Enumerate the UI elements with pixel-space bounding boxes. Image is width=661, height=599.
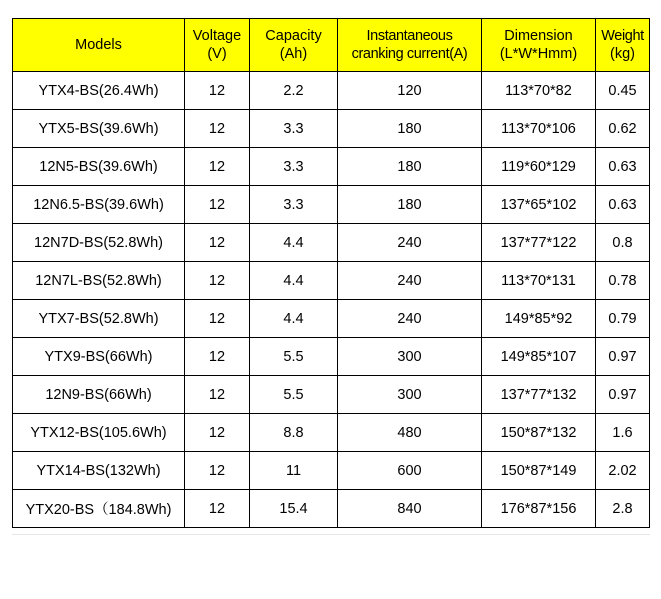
weight-cell: 0.97 <box>596 376 650 414</box>
capacity-cell: 3.3 <box>250 148 338 186</box>
dimension-cell: 149*85*107 <box>482 338 596 376</box>
dimension-cell: 137*77*122 <box>482 224 596 262</box>
cranking-current-cell: 240 <box>338 224 482 262</box>
voltage-cell: 12 <box>185 490 250 528</box>
table-row <box>13 490 650 528</box>
cranking-current-cell: 480 <box>338 414 482 452</box>
capacity-cell: 8.8 <box>250 414 338 452</box>
model-cell: YTX4-BS(26.4Wh) <box>13 72 185 110</box>
capacity-cell: 4.4 <box>250 262 338 300</box>
header-capacity: Capacity (Ah) <box>250 19 338 72</box>
weight-cell: 1.6 <box>596 414 650 452</box>
header-voltage: Voltage (V) <box>185 19 250 72</box>
cranking-current-cell: 300 <box>338 376 482 414</box>
weight-cell: 0.78 <box>596 262 650 300</box>
capacity-cell: 4.4 <box>250 300 338 338</box>
weight-cell: 0.45 <box>596 72 650 110</box>
voltage-cell: 12 <box>185 186 250 224</box>
table-row <box>13 338 650 376</box>
header-models: Models <box>13 19 185 72</box>
voltage-cell: 12 <box>185 148 250 186</box>
weight-cell: 0.97 <box>596 338 650 376</box>
voltage-cell: 12 <box>185 110 250 148</box>
table-row <box>13 224 650 262</box>
voltage-cell: 12 <box>185 300 250 338</box>
cranking-current-cell: 180 <box>338 110 482 148</box>
model-cell: YTX5-BS(39.6Wh) <box>13 110 185 148</box>
cranking-current-cell: 180 <box>338 148 482 186</box>
cranking-current-cell: 240 <box>338 262 482 300</box>
bottom-divider <box>12 534 650 535</box>
header-cranking-current: Instantaneous cranking current(A) <box>338 19 482 72</box>
weight-cell: 0.8 <box>596 224 650 262</box>
cranking-current-cell: 180 <box>338 186 482 224</box>
voltage-cell: 12 <box>185 224 250 262</box>
table-header-row <box>13 19 650 72</box>
capacity-cell: 3.3 <box>250 186 338 224</box>
cranking-current-cell: 120 <box>338 72 482 110</box>
dimension-cell: 119*60*129 <box>482 148 596 186</box>
header-dimension: Dimension (L*W*Hmm) <box>482 19 596 72</box>
weight-cell: 0.79 <box>596 300 650 338</box>
table-row <box>13 376 650 414</box>
weight-cell: 0.62 <box>596 110 650 148</box>
model-cell: YTX20-BS（184.8Wh) <box>13 490 185 528</box>
model-cell: 12N9-BS(66Wh) <box>13 376 185 414</box>
capacity-cell: 15.4 <box>250 490 338 528</box>
model-cell: 12N5-BS(39.6Wh) <box>13 148 185 186</box>
capacity-cell: 2.2 <box>250 72 338 110</box>
table-row <box>13 262 650 300</box>
voltage-cell: 12 <box>185 72 250 110</box>
dimension-cell: 150*87*132 <box>482 414 596 452</box>
cranking-current-cell: 600 <box>338 452 482 490</box>
cranking-current-cell: 840 <box>338 490 482 528</box>
table-row <box>13 414 650 452</box>
model-cell: YTX9-BS(66Wh) <box>13 338 185 376</box>
model-cell: 12N7D-BS(52.8Wh) <box>13 224 185 262</box>
model-cell: 12N7L-BS(52.8Wh) <box>13 262 185 300</box>
header-weight: Weight (kg) <box>596 19 650 72</box>
voltage-cell: 12 <box>185 376 250 414</box>
model-cell: YTX14-BS(132Wh) <box>13 452 185 490</box>
dimension-cell: 113*70*131 <box>482 262 596 300</box>
capacity-cell: 4.4 <box>250 224 338 262</box>
voltage-cell: 12 <box>185 338 250 376</box>
dimension-cell: 176*87*156 <box>482 490 596 528</box>
battery-spec-table <box>12 18 650 528</box>
voltage-cell: 12 <box>185 414 250 452</box>
table-row <box>13 300 650 338</box>
model-cell: 12N6.5-BS(39.6Wh) <box>13 186 185 224</box>
weight-cell: 2.02 <box>596 452 650 490</box>
dimension-cell: 137*65*102 <box>482 186 596 224</box>
voltage-cell: 12 <box>185 452 250 490</box>
capacity-cell: 5.5 <box>250 376 338 414</box>
dimension-cell: 137*77*132 <box>482 376 596 414</box>
table-row <box>13 186 650 224</box>
voltage-cell: 12 <box>185 262 250 300</box>
dimension-cell: 113*70*82 <box>482 72 596 110</box>
capacity-cell: 11 <box>250 452 338 490</box>
cranking-current-cell: 240 <box>338 300 482 338</box>
weight-cell: 0.63 <box>596 148 650 186</box>
capacity-cell: 5.5 <box>250 338 338 376</box>
dimension-cell: 113*70*106 <box>482 110 596 148</box>
model-cell: YTX7-BS(52.8Wh) <box>13 300 185 338</box>
cranking-current-cell: 300 <box>338 338 482 376</box>
weight-cell: 0.63 <box>596 186 650 224</box>
weight-cell: 2.8 <box>596 490 650 528</box>
model-cell: YTX12-BS(105.6Wh) <box>13 414 185 452</box>
table-row <box>13 452 650 490</box>
table-row <box>13 148 650 186</box>
table-row <box>13 72 650 110</box>
dimension-cell: 149*85*92 <box>482 300 596 338</box>
capacity-cell: 3.3 <box>250 110 338 148</box>
table-row <box>13 110 650 148</box>
dimension-cell: 150*87*149 <box>482 452 596 490</box>
